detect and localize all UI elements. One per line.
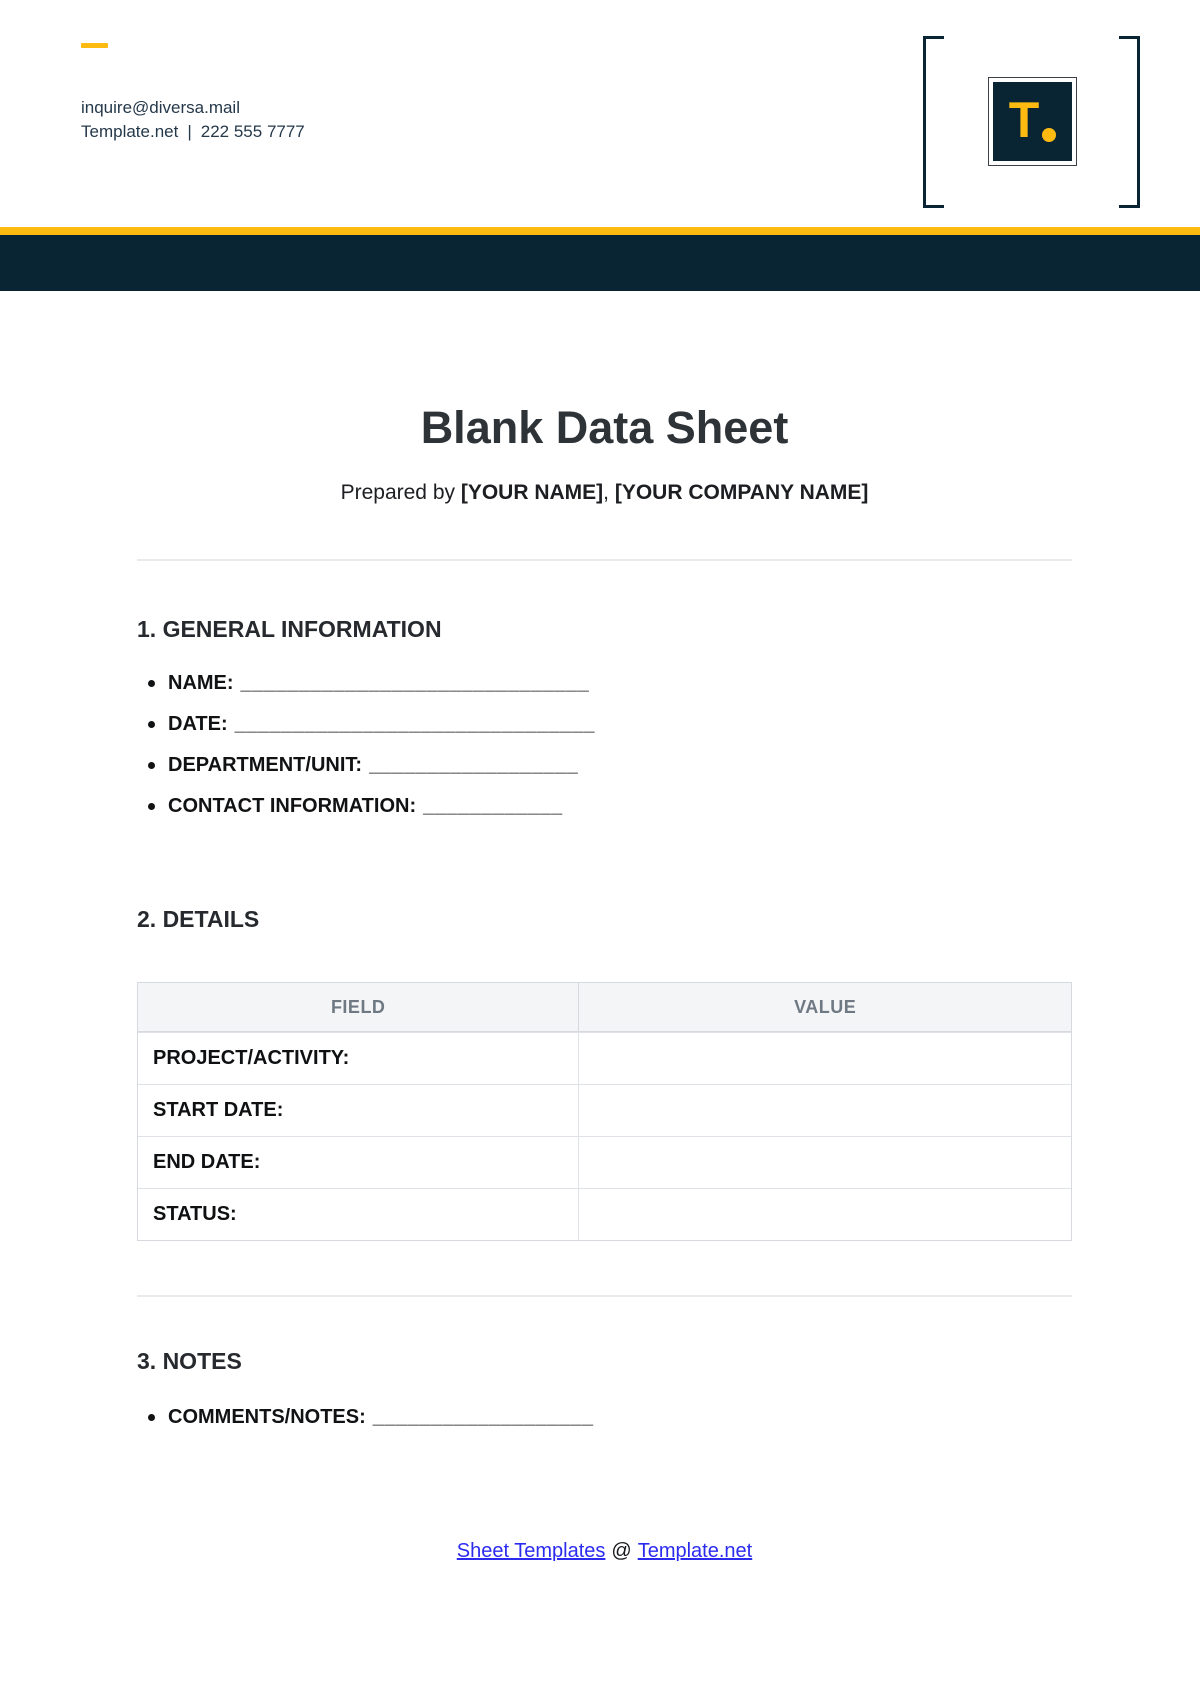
contact-phone: 222 555 7777 [200,122,305,141]
bullet-icon [148,803,155,810]
field-row-comments-notes [137,1397,1072,1438]
bullet-icon [148,762,155,769]
table-value-cell [578,1033,1071,1084]
prepared-prefix: Prepared by [340,481,461,504]
table-header-field: FIELD [330,996,386,1017]
table-row [138,1188,1071,1240]
notes-list [137,1397,1072,1438]
bullet-icon [148,721,155,728]
logo-dot-icon [1042,128,1056,142]
table-field-cell: END DATE: [153,1151,261,1173]
logo-letter: T [1008,91,1039,148]
field-label: NAME: [168,672,234,694]
blank-fill-line: _______________________________ [234,713,595,735]
contact-separator: | [187,122,192,141]
logo-inner-square [993,82,1072,161]
logo-right-bracket [1119,36,1140,208]
bullet-icon [148,680,155,687]
table-value-cell [578,1189,1071,1240]
page-header [0,0,1200,227]
prepared-name: [YOUR NAME] [460,481,604,504]
field-row-department-unit [137,745,1072,786]
logo-square [988,77,1077,166]
field-label: DATE: [168,713,228,735]
section-heading-notes: 3. NOTES [137,1348,242,1374]
blank-fill-line: ___________________ [372,1406,594,1428]
blank-fill-line: ____________ [423,795,563,817]
field-label: DEPARTMENT/UNIT: [168,754,363,776]
table-row [138,1032,1071,1084]
details-table [137,982,1072,1241]
template-net-link[interactable]: Template.net [637,1540,753,1562]
footer-at-symbol: @ [611,1540,632,1562]
divider-bottom [137,1295,1072,1297]
field-row-date [137,704,1072,745]
section-heading-details: 2. DETAILS [137,906,260,932]
general-information-list [137,663,1072,827]
bullet-icon [148,1414,155,1421]
logo-left-bracket [923,36,944,208]
field-label: CONTACT INFORMATION: [168,795,417,817]
prepared-comma: , [603,481,615,504]
table-header-value: VALUE [578,983,1071,1031]
page-title: Blank Data Sheet [420,402,789,453]
section-heading-general-information: 1. GENERAL INFORMATION [137,616,442,642]
table-field-cell: PROJECT/ACTIVITY: [153,1047,350,1069]
banner-bar-navy [0,235,1200,291]
table-field-cell: STATUS: [153,1203,237,1225]
sheet-templates-link[interactable]: Sheet Templates [456,1540,606,1562]
table-value-cell [578,1137,1071,1188]
contact-email: inquire@diversa.mail [81,98,240,117]
table-row [138,1136,1071,1188]
prepared-company: [YOUR COMPANY NAME] [614,481,869,504]
table-row [138,1084,1071,1136]
table-header-row [138,983,1071,1032]
brand-logo [0,0,1200,227]
field-row-name [137,663,1072,704]
document-body [137,403,1072,1564]
field-label: COMMENTS/NOTES: [168,1406,366,1428]
blank-fill-line: __________________ [369,754,579,776]
page-footer [137,1538,1072,1564]
accent-bar-yellow [0,227,1200,235]
divider-top [137,559,1072,561]
blank-fill-line: ______________________________ [240,672,590,694]
contact-site: Template.net [81,122,179,141]
table-field-cell: START DATE: [153,1099,284,1121]
table-value-cell [578,1085,1071,1136]
prepared-by-line [137,479,1072,507]
field-row-contact-information [137,786,1072,827]
